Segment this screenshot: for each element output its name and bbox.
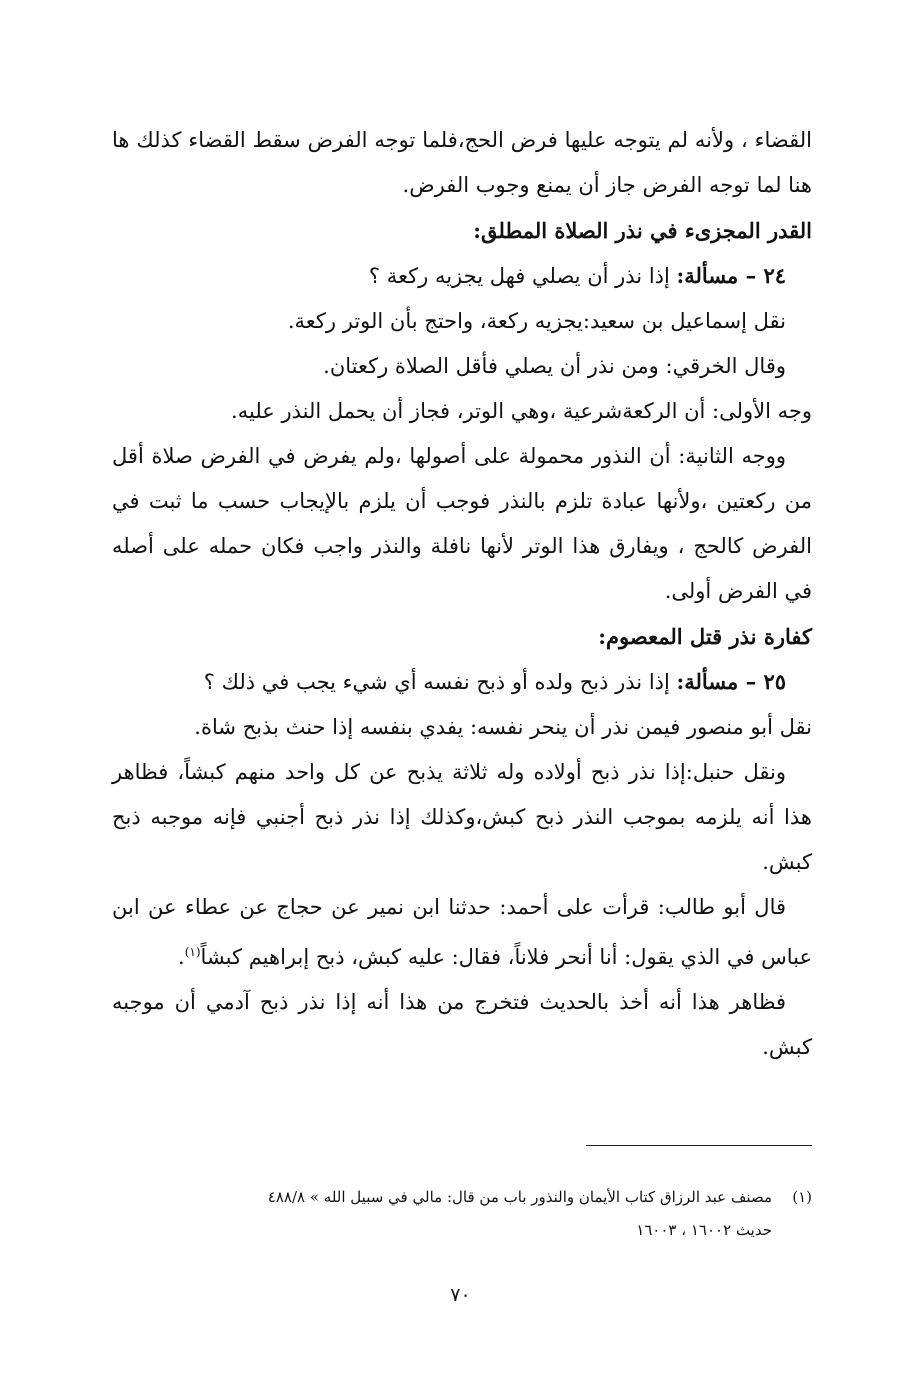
question-24-text: إذا نذر أن يصلي فهل يجزيه ركعة ؟	[368, 264, 677, 288]
footnote-text-1: مصنف عبد الرزاق كتاب الأيمان والنذور باب من قال: مالي في سبيل الله » ٤٨٨/٨	[267, 1188, 772, 1206]
paragraph-abu-mansur: نقل أبو منصور فيمن نذر أن ينحر نفسه: يفدي بنفسه إذا حنث بذبح شاة.	[194, 715, 812, 739]
paragraph-continuation: القضاء ، ولأنه لم يتوجه عليها فرض الحج،فلما توجه الفرض سقط القضاء كذلك ها هنا لما توجه الفرض جاز أن يمنع وجوب الفرض.	[112, 128, 812, 197]
footnote-line-1	[112, 1181, 812, 1214]
paragraph-conclusion: فظاهر هذا أنه أخذ بالحديث فتخرج من هذا أنه إذا نذر ذبح آدمي أن موجبه كبش.	[112, 990, 812, 1059]
question-24-number: ٢٤ – مسألة:	[676, 263, 786, 288]
paragraph-ismail-narration: نقل إسماعيل بن سعيد:يجزيه ركعة، واحتج بأن الوتر ركعة.	[287, 309, 786, 333]
page-number: ٧٠	[450, 1284, 471, 1306]
footnote-line-2: حديث ١٦٠٠٢ ، ١٦٠٠٣	[636, 1221, 772, 1239]
section-heading-expiation: كفارة نذر قتل المعصوم:	[598, 624, 812, 649]
footnote-reference[interactable]: (١)	[184, 945, 201, 959]
question-24	[112, 253, 812, 299]
main-text	[112, 118, 812, 1070]
paragraph-second-view: ووجه الثانية: أن النذور محمولة على أصولها ،ولم يفرض في الفرض صلاة أقل من ركعتين ،ولأنها عبادة تلزم بالنذر فوجب أن يلزم بالإيجاب حسب ما ثبت في الفرض كالحج ، ويفارق هذا الوتر لأنها نافلة والنذر واجب فكان حمله على أصله في الفرض أولى.	[112, 444, 812, 603]
paragraph-abu-talib	[112, 885, 812, 980]
paragraph-khiraqi: وقال الخرقي: ومن نذر أن يصلي فأقل الصلاة ركعتان.	[323, 354, 786, 378]
abu-talib-text: قال أبو طالب: قرأت على أحمد: حدثنا ابن نمير عن حجاج عن عطاء عن ابن عباس في الذي يقول: أنا أنحر فلاناً، فقال: عليه كبش، ذبح إبراهيم كبشاً	[112, 895, 812, 969]
question-25-text: إذا نذر ذبح ولده أو ذبح نفسه أي شيء يجب في ذلك ؟	[203, 670, 677, 694]
footnote-separator	[586, 1145, 812, 1146]
footnote-marker: (١)	[792, 1188, 812, 1206]
paragraph-first-view: وجه الأولى: أن الركعةشرعية ،وهي الوتر، فجاز أن يحمل النذر عليه.	[231, 399, 812, 423]
section-heading-prayer-vow: القدر المجزىء في نذر الصلاة المطلق:	[473, 218, 812, 243]
paragraph-hanbal: ونقل حنبل:إذا نذر ذبح أولاده وله ثلاثة يذبح عن كل واحد منهم كبشاً، فظاهر هذا أنه يلزمه بموجب النذر ذبح كبش،وكذلك إذا نذر ذبح أجنبي فإنه موجبه ذبح كبش.	[112, 760, 812, 874]
question-25	[112, 659, 812, 705]
abu-talib-end: .	[178, 945, 185, 969]
question-25-number: ٢٥ – مسألة:	[676, 669, 786, 694]
footnote	[112, 1181, 812, 1247]
